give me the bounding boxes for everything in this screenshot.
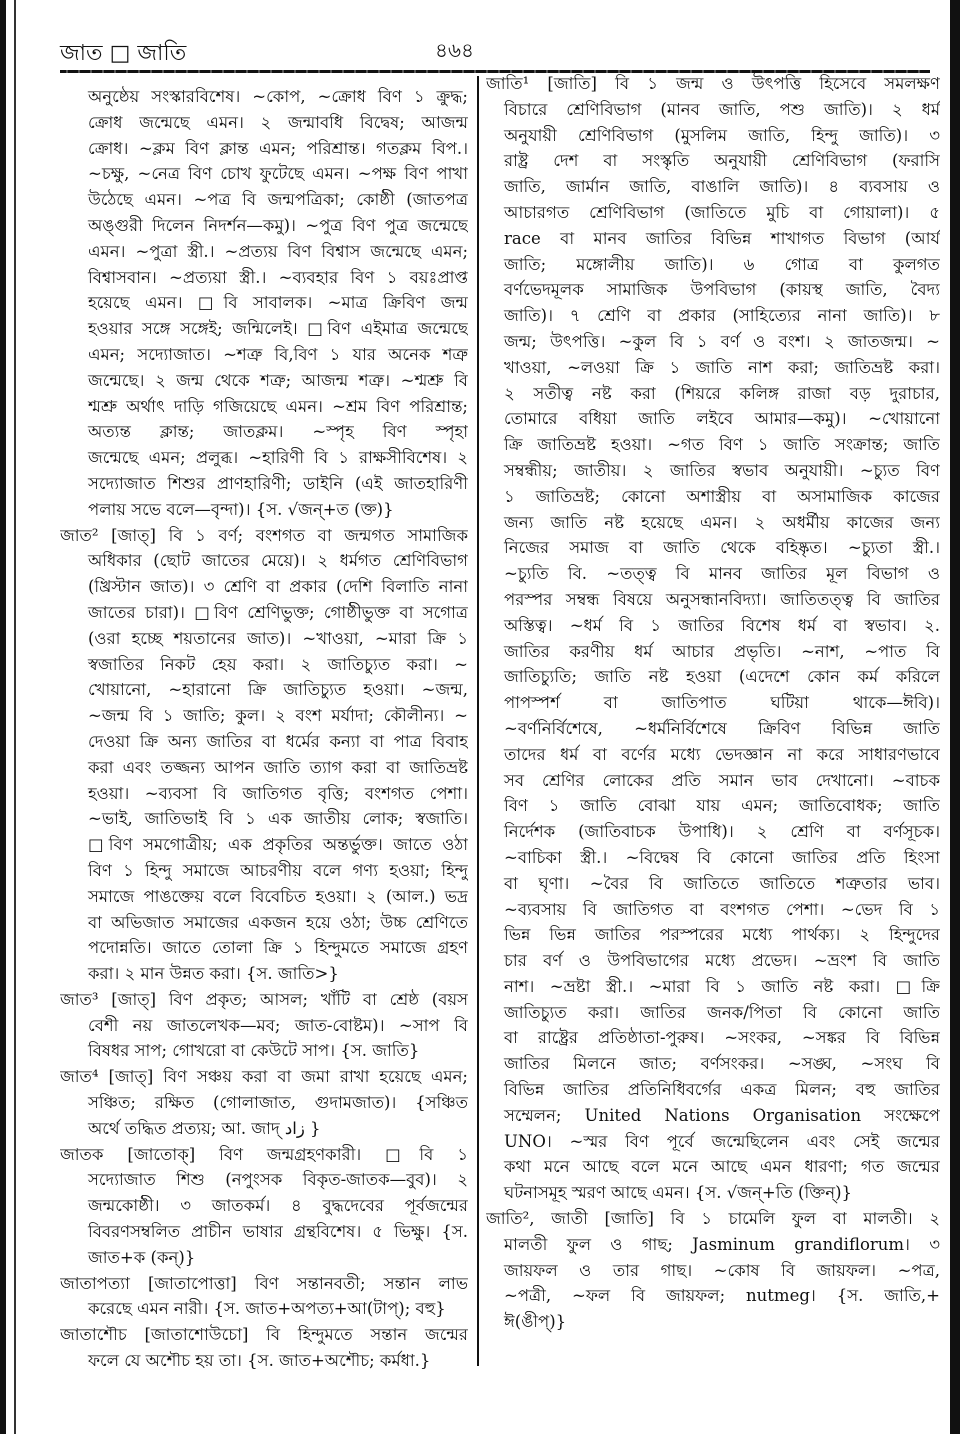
entry-text-line: রাষ্ট্র দেশ বা সংস্কৃতি অনুযায়ী শ্রেণিবিভাগ (ফরাসি (504, 151, 940, 171)
entry-headword-line: জাতক [জাতোক্] বিণ জন্মগ্রহণকারী। □বি ১ (60, 1144, 468, 1164)
entry-text-line: অঙ্গুরী দিলেন নিদর্শন—কমু)। ~পুত্র বিণ পুত্র জন্মেছে (88, 215, 468, 235)
entry-headword-line: জাতি¹ [জাতি] বি ১ জন্ম ও উৎপত্তি হিসেবে সমলক্ষণ (486, 74, 940, 93)
entry-text-line: জাতিচ্যুতি; জাতি নষ্ট হওয়া (এদেশে কোন কর্ম করিলে (504, 667, 940, 687)
entry-text-line: হয়েছে এমন। □বি সাবালক। ~মাত্র ক্রিবিণ জন্ম (88, 293, 468, 313)
entry-text-line: ক্রোধ। ~ক্লম বিণ ক্লান্ত এমন; পরিশ্রান্ত। গতক্লম বিপ.। (88, 138, 468, 158)
entry-text-line: UNO। ~স্মর বিণ পূর্বে জন্মেছিলেন এবং সেই জন্মের (504, 1131, 940, 1151)
entry-text-line: পরস্পর সম্বন্ধ বিষয়ে অনুসন্ধানবিদ্যা। জাতিতত্ত্ব বি জাতির (504, 589, 940, 609)
entry-text-line: বা রাষ্ট্রের প্রতিষ্ঠাতা-পুরুষ। ~সংকর, ~সঙ্কর বি বিভিন্ন (504, 1028, 940, 1048)
entry-text-line: জাতির করণীয় ধর্ম আচার প্রভৃতি। ~নাশ, ~পাত বি (504, 641, 940, 661)
entry-text-line: ক্রি জাতিভ্রষ্ট হওয়া। ~গত বিণ ১ জাতি সংক্রান্ত; জাতি (504, 435, 940, 455)
entry-text-line: জন্য জাতি নষ্ট হয়েছে এমন। ২ অধর্মীয় কাজের জন্য (504, 512, 940, 532)
entry-text-line: খোয়ানো, ~হারানো ক্রি জাতিচ্যুত হওয়া। ~জন্ম, (88, 680, 468, 700)
entry-headword-line: জাতাপত্যা [জাতাপোত্তা] বিণ সন্তানবতী; সন্তান লাভ (60, 1273, 468, 1293)
entry-text-line: কথা মনে আছে বলে মনে আছে এমন ধারণা; গত জন্মের (504, 1157, 940, 1177)
entry-text-line: সঞ্চিত; রক্ষিত (গোলাজাত, গুদামজাত)। {সঞ্চিত (88, 1093, 468, 1113)
entry-text-line: এমন। ~পুত্রা স্ত্রী.। ~প্রত্যয় বিণ বিশ্বাস জন্মেছে এমন; (88, 241, 468, 261)
entry-text-line: বিণ ১ হিন্দু সমাজে আচরণীয় বলে গণ্য হওয়া; হিন্দু (88, 860, 468, 880)
entry-text-line: জন্মেছে। ২ জন্ম থেকে শত্রু; আজন্ম শত্রু। ~শ্মশ্রু বি (88, 370, 468, 390)
entry-text-line: করেছে এমন নারী। {স. জাত+অপত্য+আ(টাপ্); বহু} (88, 1299, 446, 1319)
entry-headword-line: জাতি², জাতী [জাতি] বি ১ চামেলি ফুল বা মালতী। ২ (486, 1209, 940, 1229)
entry-text-line: সমাজে পাঙক্তেয় বলে বিবেচিত হওয়া। ২ (আল.) ভদ্র (88, 886, 468, 906)
entry-text-line: race বা মানব জাতির বিভিন্ন শাখাগত বিভাগ (আর্য (504, 228, 940, 248)
entry-text-line: ক্রোধ জন্মেছে এমন। ২ জন্মাবধি বিদ্বেষ; আজন্ম (88, 112, 468, 132)
entry-text-line: জাতের চারা)। □বিণ শ্রেণিভুক্ত; গোষ্ঠীভুক্ত বা সগোত্র (88, 602, 468, 622)
entry-text-line: ~বর্ণনির্বিশেষে, ~ধর্মনির্বিশেষে ক্রিবিণ বিভিন্ন জাতি (504, 718, 940, 738)
right-column (486, 71, 940, 1335)
entry-text-line: হওয়া। ~ব্যবসা বি জাতিগত বৃত্তি; বংশগত পেশা। (88, 783, 468, 803)
entry-text-line: সম্মেলন; United Nations Organisation সংক্ষেপে (504, 1105, 940, 1125)
entry-text-line: সম্বন্ধীয়; জাতীয়। ২ জাতির স্বভাব অনুযায়ী। ~চ্যুত বিণ (504, 460, 940, 480)
entry-text-line: বা ঘৃণা। ~বৈর বি জাতিতে জাতিতে শত্রুতার ভাব। (504, 873, 940, 893)
entry-text-line: জন্ম; উৎপত্তি। ~কুল বি ১ বর্ণ ও বংশ। ২ জাতজন্ম। ~ (504, 331, 940, 351)
entry-text-line: অর্থে তদ্ধিত প্রত্যয়; আ. জাদ্ زاد } (88, 1118, 321, 1138)
entry-text-line: ~বাচিকা স্ত্রী.। ~বিদ্বেষ বি কোনো জাতির প্রতি হিংসা (504, 847, 940, 867)
entry-text-line: বেশী নয় জাতলেখক—মব; জাত-বোষ্টম)। ~সাপ বি (88, 1015, 468, 1035)
entry-text-line: করা এবং তজ্জন্য আপন জাতি ত্যাগ করা বা জাতিভ্রষ্ট (88, 757, 468, 777)
entry-text-line: বিষধর সাপ; গোখরো বা কেউটে সাপ। {স. জাতি} (88, 1041, 420, 1061)
entry-headword-line: জাত² [জাত্] বি ১ বর্ণ; বংশগত বা জন্মগত সামাজিক (60, 525, 468, 545)
entry-text-line: খাওয়া, ~লওয়া ক্রি ১ জাতি নাশ করা; জাতিভ্রষ্ট করা। (504, 357, 940, 377)
entry-text-line: □বিণ সমগোত্রীয়; এক প্রকৃতির অন্তর্ভুক্ত। জাতে ওঠা (88, 835, 468, 855)
entry-text-line: দেওয়া ক্রি অন্য জাতির বা ধর্মের কন্যা বা পাত্র বিবাহ (88, 731, 468, 751)
entry-text-line: জাতি, জার্মান জাতি, বাঙালি জাতি)। ৪ ব্যবসায় ও (504, 177, 940, 197)
entry-text-line: জন্মকোষ্ঠী। ৩ জাতকর্ম। ৪ বুদ্ধদেবের পূর্বজন্মের (88, 1196, 468, 1216)
entry-text-line: ~ভাই, জাতিভাই বি ১ এক জাতীয় লোক; স্বজাতি। (88, 809, 468, 829)
scan-edge-left (0, 0, 6, 1434)
entry-text-line: বিশ্বাসবান। ~প্রত্যয়া স্ত্রী.। ~ব্যবহার বিণ ১ বয়ঃপ্রাপ্ত (88, 267, 468, 287)
entry-text-line: জাতির মিলনে জাত; বর্ণসংকর। ~সঙ্ঘ, ~সংঘ বি (504, 1054, 940, 1074)
entry-text-line: জাত+ক (কন্)} (88, 1247, 196, 1267)
entry-text-line: তাদের ধর্ম বা বর্ণের মধ্যে ভেদজ্ঞান না করে সাধারণভাবে (504, 744, 940, 764)
guide-words: জাত □ জাতি (60, 41, 187, 66)
entry-text-line: বিবরণসম্বলিত প্রাচীন ভাষার গ্রন্থবিশেষ। ৫ ভিক্ষু। {স. (88, 1222, 468, 1242)
entry-text-line: স্বজাতির নিকট হেয় করা। ২ জাতিচ্যুত করা। ~ (88, 654, 468, 674)
entry-text-line: জায়ফল ও তার গাছ। ~কোষ বি জায়ফল। ~পত্র, (504, 1260, 940, 1280)
scan-edge-right (950, 0, 960, 1434)
entry-text-line: জাতিচ্যুত করা। জাতির জনক/পিতা বি কোনো জাতি (504, 1002, 940, 1022)
entry-text-line: উঠেছে এমন। ~পত্র বি জন্মপত্রিকা; কোষ্ঠী (জাতপত্র (88, 190, 468, 210)
entry-text-line: ভিন্ন ভিন্ন জাতির পরস্পরের মধ্যে পার্থক্য। ২ হিন্দুদের (504, 925, 940, 945)
entry-text-line: অনুষ্ঠেয় সংস্কারবিশেষ। ~কোপ, ~ক্রোধ বিণ ১ ক্রুদ্ধ; (88, 87, 468, 106)
entry-text-line: ~জন্ম বি ১ জাতি; কুল। ২ বংশ মর্যাদা; কৌলীন্য। ~ (88, 706, 468, 726)
entry-text-line: সদ্যোজাত শিশু (নপুংসক বিকৃত-জাতক—বুব)। ২ (88, 1170, 468, 1190)
entry-text-line: ~চক্ষু, ~নেত্র বিণ চোখ ফুটেছে এমন। ~পক্ষ বিণ পাখা (88, 164, 468, 184)
entry-text-line: অনুযায়ী শ্রেণিবিভাগ (মুসলিম জাতি, হিন্দু জাতি)। ৩ (504, 125, 940, 145)
entry-text-line: সদ্যোজাত শিশুর প্রাণহারিণী; ডাইনি (এই জাতহারিণী (88, 473, 468, 493)
entry-text-line: জাতি)। ৭ শ্রেণি বা প্রকার (সাহিত্যের নানা জাতি)। ৮ (504, 306, 940, 326)
entry-text-line: (ওরা হচ্ছে শয়তানের জাত)। ~খাওয়া, ~মারা ক্রি ১ (88, 628, 468, 648)
entry-text-line: বিণ ১ জাতি বোঝা যায় এমন; জাতিবোধক; জাতি (504, 796, 940, 816)
entry-text-line: পদোন্নতি। জাতে তোলা ক্রি ১ হিন্দুমতে সমাজে গ্রহণ (88, 938, 468, 958)
entry-text-line: চার বর্ণ ও উপবিভাগের মধ্যে প্রভেদ। ~ভ্রংশ বি জাতি (504, 951, 940, 971)
entry-text-line: নির্দেশক (জাতিবাচক উপাধি)। ২ শ্রেণি বা বর্ণসূচক। (504, 822, 940, 842)
entry-text-line: আচারগত শ্রেণিবিভাগ (জাতিতে মুচি বা গোয়ালা)। ৫ (504, 202, 940, 222)
entry-text-line: তোমারে বধিয়া জাতি লইবে আমার—কমু)। ~খোয়ানো (504, 409, 940, 429)
entry-text-line: ২ সতীত্ব নষ্ট করা (শিয়রে কলিঙ্গ রাজা বড় দুরাচার, (504, 383, 940, 403)
entry-text-line: ~ব্যবসায় বি জাতিগত বা বংশগত পেশা। ~ভেদ বি ১ (504, 899, 940, 919)
entry-text-line: শ্মশ্রু অর্থাৎ দাড়ি গজিয়েছে এমন। ~শ্রম বিণ পরিশ্রান্ত; (88, 396, 468, 416)
entry-text-line: মালতী ফুল ও গাছ; Jasminum grandiflorum। ৩ (504, 1234, 940, 1254)
entry-text-line: অধিকার (ছোট জাতের মেয়ে)। ২ ধর্মগত শ্রেণিবিভাগ (88, 551, 468, 571)
entry-text-line: পাপস্পর্শ বা জাতিপাত ঘটিয়া থাকে—ঈবি)। (504, 693, 940, 713)
left-column (60, 84, 468, 1374)
entry-text-line: জন্মেছে এমন; প্রলুব্ধ। ~হারিণী বি ১ রাক্ষসীবিশেষ। ২ (88, 448, 468, 468)
page-number: ৪৬৪ (435, 38, 474, 62)
entry-text-line: বিভিন্ন জাতির প্রতিনিধিবর্গের একত্র মিলন; বহু জাতির (504, 1080, 940, 1100)
entry-text-line: হওয়ার সঙ্গে সঙ্গেই; জন্মিলেই। □বিণ এইমাত্র জন্মেছে (88, 319, 468, 339)
entry-text-line: ~চ্যুতি বি. ~তত্ত্ব বি মানব জাতির মূল বিভাগ ও (504, 564, 940, 584)
entry-text-line: নিজের সমাজ বা জাতি থেকে বহিষ্কৃত। ~চ্যুতা স্ত্রী.। (504, 538, 940, 558)
entry-text-line: ১ জাতিভ্রষ্ট; কোনো অশাস্ত্রীয় বা অসামাজিক কাজের (504, 486, 940, 506)
entry-text-line: অস্তিত্ব। ~ধর্ম বি ১ জাতির বিশেষ ধর্ম বা স্বভাব। ২. (504, 615, 940, 635)
entry-text-line: এমন; সদ্যোজাত। ~শত্রু বি,বিণ ১ যার অনেক শত্রু (88, 344, 468, 364)
entry-headword-line: জাত⁴ [জাত্] বিণ সঞ্চয় করা বা জমা রাখা হয়েছে এমন; (60, 1067, 468, 1087)
column-divider (477, 76, 479, 1366)
entry-text-line: জাতি; মঙ্গোলীয় জাতি)। ৬ গোত্র বা কুলগত (504, 254, 940, 274)
entry-text-line: ঈ(ঙীপ্)} (504, 1312, 567, 1332)
entry-text-line: ঘটনাসমূহ স্মরণ আছে এমন। {স. √জন্+তি (ক্তিন্)} (504, 1183, 853, 1203)
scan-edge-left-line (14, 0, 16, 1434)
entry-text-line: বিচারে শ্রেণিবিভাগ (মানব জাতি, পশু জাতি)। ২ ধর্ম (504, 99, 940, 119)
entry-text-line: নাশ। ~ভ্রষ্টা স্ত্রী.। ~মারা বি ১ জাতি নষ্ট করা। □ক্রি (504, 976, 940, 996)
entry-text-line: পলায় সভে বলে—বৃন্দা)। {স. √জন্+ত (ক্ত)} (88, 499, 394, 519)
entry-text-line: বর্ণভেদমূলক সামাজিক উপবিভাগ (কায়স্থ জাতি, বৈদ্য (504, 280, 940, 300)
entry-text-line: ~পত্রী, ~ফল বি জায়ফল; nutmeg। {স. জাতি,+ (504, 1286, 940, 1306)
entry-text-line: ফলে যে অশৌচ হয় তা। {স. জাত+অশৌচ; কর্মধা.} (88, 1351, 431, 1371)
entry-text-line: সব শ্রেণির লোকের প্রতি সমান ভাব দেখানো। ~বাচক (504, 770, 940, 790)
entry-text-line: বা অভিজাত সমাজের একজন হয়ে ওঠা; উচ্চ শ্রেণিতে (88, 912, 468, 932)
entry-text-line: করা। ২ মান উন্নত করা। {স. জাতি>} (88, 964, 339, 984)
entry-text-line: (খ্রিস্টান জাত)। ৩ শ্রেণি বা প্রকার (দেশি বিলাতি নানা (88, 577, 468, 597)
entry-headword-line: জাতাশৌচ [জাতাশোউচো] বি হিন্দুমতে সন্তান জন্মের (60, 1325, 468, 1345)
entry-headword-line: জাত³ [জাত্] বিণ প্রকৃত; আসল; খাঁটি বা শ্রেষ্ঠ (বয়স (60, 989, 468, 1009)
entry-text-line: অত্যন্ত ক্লান্ত; জাতক্লম। ~স্পৃহ বিণ স্পৃহা (88, 422, 468, 442)
